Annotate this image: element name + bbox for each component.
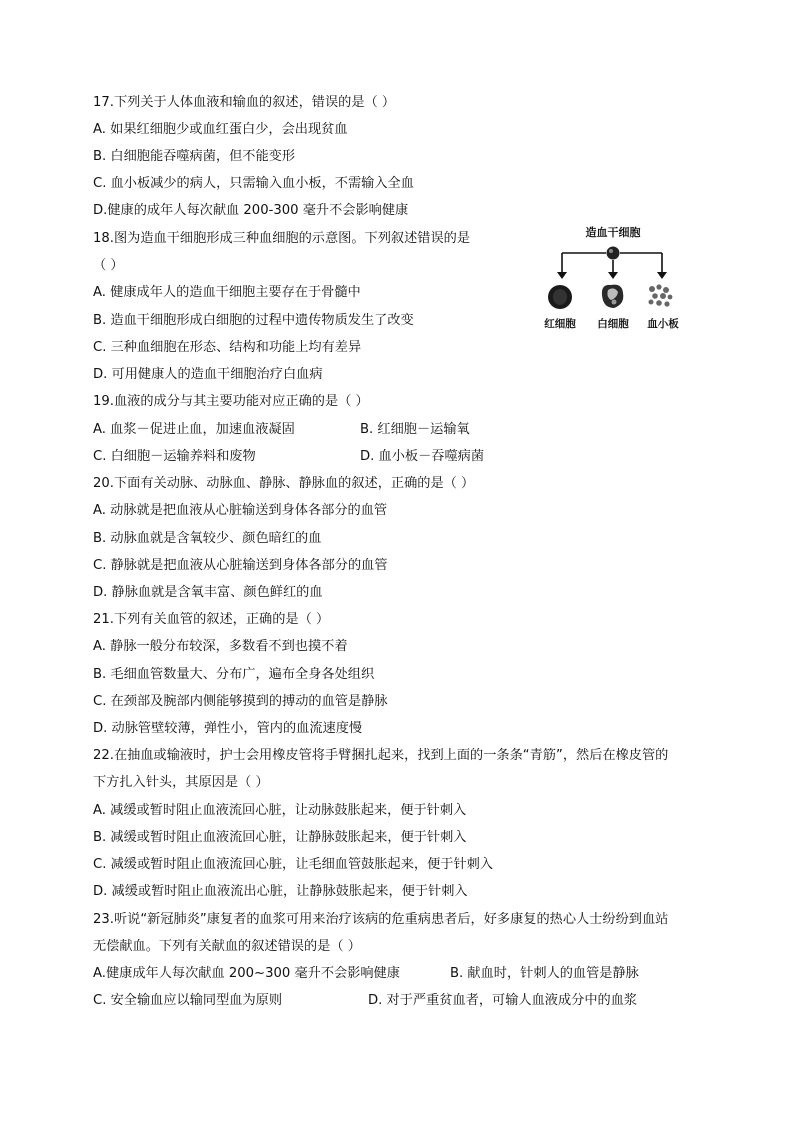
q22-stem-line2: 下方扎入针头，其原因是（ ） (93, 775, 269, 790)
q18-stem: 18.图为造血干细胞形成三种血细胞的示意图。下列叙述错误的是 (93, 231, 471, 246)
label-platelet: 血小板 (647, 318, 679, 330)
q22-stem-line1: 22.在抽血或输液时，护士会用橡皮管将手臂捆扎起来，找到上面的一条条“青筋”，然后在橡皮管的 (93, 748, 669, 763)
q20-option-c: C. 静脉就是把血液从心脏输送到身体各部分的血管 (93, 558, 388, 573)
q23-option-a: A.健康成年人每次献血 200~300 毫升不会影响健康 (93, 966, 400, 981)
q18-option-d: D. 可用健康人的造血干细胞治疗白血病 (93, 367, 323, 382)
label-red-blood-cell: 红细胞 (544, 318, 576, 330)
q21-option-c: C. 在颈部及腕部内侧能够摸到的搏动的血管是静脉 (93, 694, 388, 709)
q17-option-d: D.健康的成年人每次献血 200-300 毫升不会影响健康 (93, 203, 409, 218)
q23-stem-line1: 23.听说“新冠肺炎”康复者的血浆可用来治疗该病的危重病患者后，好多康复的热心人士纷纷到血站 (93, 912, 669, 927)
white-blood-cell-icon (602, 285, 623, 308)
q18-option-b: B. 造血干细胞形成白细胞的过程中遗传物质发生了改变 (93, 313, 414, 328)
q20-option-d: D. 静脉血就是含氧丰富、颜色鲜红的血 (93, 585, 323, 600)
q21-option-a: A. 静脉一般分布较深，多数看不到也摸不着 (93, 639, 348, 654)
stem-cell-label: 造血干细胞 (585, 226, 641, 239)
q22-option-b: B. 减缓或暂时阻止血液流回心脏，让静脉鼓胀起来，便于针刺入 (93, 830, 467, 845)
q19-option-b: B. 红细胞－运输氧 (360, 422, 470, 437)
q17-option-b: B. 白细胞能吞噬病菌，但不能变形 (93, 149, 296, 164)
q22-option-c: C. 减缓或暂时阻止血液流回心脏，让毛细血管鼓胀起来，便于针刺入 (93, 857, 494, 872)
arrowhead-middle (608, 272, 618, 279)
stem-cell-icon (607, 247, 620, 260)
q23-option-d: D. 对于严重贫血者，可输人血液成分中的血浆 (368, 993, 638, 1008)
q19-option-a: A. 血浆－促进止血，加速血液凝固 (93, 422, 295, 437)
q20-stem: 20.下面有关动脉、动脉血、静脉、静脉血的叙述，正确的是（ ） (93, 476, 475, 491)
q22-option-d: D. 减缓或暂时阻止血液流出心脏，让静脉鼓胀起来，便于针刺入 (93, 884, 468, 899)
q22-option-a: A. 减缓或暂时阻止血液流回心脏，让动脉鼓胀起来，便于针刺入 (93, 803, 467, 818)
q19-stem: 19.血液的成分与其主要功能对应正确的是（ ） (93, 394, 369, 409)
q19-option-c: C. 白细胞－运输养料和废物 (93, 449, 256, 464)
q23-option-b: B. 献血时，针刺人的血管是静脉 (450, 966, 639, 981)
q21-option-d: D. 动脉管壁较薄，弹性小，管内的血流速度慢 (93, 721, 363, 736)
q17-option-c: C. 血小板减少的病人，只需输入血小板，不需输入全血 (93, 176, 414, 191)
q20-option-a: A. 动脉就是把血液从心脏输送到身体各部分的血管 (93, 503, 388, 518)
q18-option-a: A. 健康成年人的造血干细胞主要存在于骨髓中 (93, 285, 361, 300)
q18-paren: （ ） (93, 258, 124, 273)
label-white-blood-cell: 白细胞 (597, 318, 629, 330)
arrowhead-left (557, 272, 567, 279)
q17-option-a: A. 如果红细胞少或血红蛋白少，会出现贫血 (93, 122, 348, 137)
arrowhead-right (657, 272, 667, 279)
q17-stem: 17.下列关于人体血液和输血的叙述，错误的是（ ） (93, 95, 396, 110)
platelets-icon (649, 284, 673, 306)
q23-stem-line2: 无偿献血。下列有关献血的叙述错误的是（ ） (93, 939, 361, 954)
q19-option-d: D. 血小板－吞噬病菌 (360, 449, 485, 464)
q21-stem: 21.下列有关血管的叙述，正确的是（ ） (93, 612, 330, 627)
stem-cell-diagram (538, 222, 688, 334)
q18-option-c: C. 三种血细胞在形态、结构和功能上均有差异 (93, 340, 362, 355)
q23-option-c: C. 安全输血应以输同型血为原则 (93, 993, 283, 1008)
q21-option-b: B. 毛细血管数量大、分布广，遍布全身各处组织 (93, 667, 375, 682)
q20-option-b: B. 动脉血就是含氧较少、颜色暗红的血 (93, 531, 322, 546)
